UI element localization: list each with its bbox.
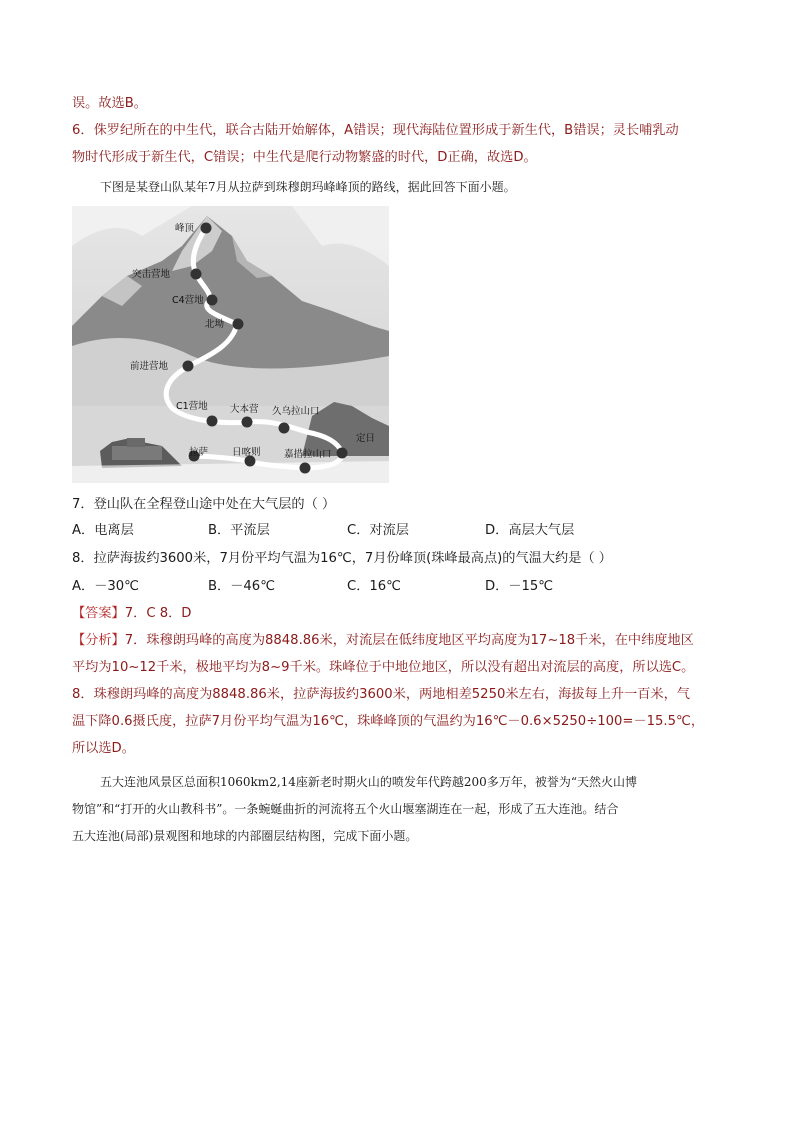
q7-option-b: B．平流层 — [208, 523, 270, 538]
analysis-line3: 8．珠穆朗玛峰的高度为8848.86米，拉萨海拔约3600米，两地相差5250米左右，海拔每上升一百米，气 — [72, 687, 690, 702]
q8-option-d: D．－15℃ — [485, 579, 554, 594]
q7-stem: 7．登山队在全程登山途中处在大气层的（ ） — [72, 497, 336, 512]
q6-explanation-line1: 6．侏罗纪所在的中生代，联合古陆开始解体，A错误；现代海陆位置形成于新生代，B错误；灵长哺乳动 — [72, 123, 679, 138]
answer-text: 7．C 8．D — [124, 606, 192, 621]
point-c4-camp — [207, 295, 218, 306]
point-peak — [201, 223, 212, 234]
q8-stem: 8．拉萨海拔约3600米，7月份平均气温为16℃，7月份峰顶(珠峰最高点)的气温大约是（ ） — [72, 551, 612, 566]
point-jiacuo-pass — [300, 463, 311, 474]
q8-option-a: A．－30℃ — [72, 579, 139, 594]
q7-option-c: C．对流层 — [347, 523, 409, 538]
analysis-line4: 温下降0.6摄氏度，拉萨7月份平均气温为16℃，珠峰峰顶的气温约为16℃－0.6×5250÷100=－15.5℃， — [72, 714, 705, 729]
point-north-col — [233, 319, 244, 330]
label-north-col: 北坳 — [205, 319, 225, 330]
label-advance-camp: 前进营地 — [130, 361, 169, 372]
q8-option-c: C．16℃ — [347, 579, 401, 594]
analysis-tag: 【分析】 — [72, 633, 125, 648]
q6-explanation-line2: 物时代形成于新生代，C错误；中生代是爬行动物繁盛的时代，D正确，故选D。 — [72, 150, 537, 165]
label-assault-camp: 突击营地 — [132, 269, 171, 280]
answer-line — [72, 605, 191, 623]
analysis-line1 — [72, 632, 694, 650]
label-c4-camp: C4营地 — [172, 295, 204, 306]
label-c1-camp: C1营地 — [176, 401, 208, 412]
label-base-camp: 大本营 — [230, 404, 259, 415]
analysis-line2: 平均为10~12千米，极地平均为8~9千米。珠峰位于中地位地区，所以没有超出对流层的高度，所以选C。 — [72, 660, 695, 675]
previous-answer-end: 误。故选B。 — [72, 96, 147, 111]
analysis-line5: 所以选D。 — [72, 741, 135, 756]
passage-line2: 物馆”和“打开的火山教科书”。一条蜿蜒曲折的河流将五个火山堰塞湖连在一起，形成了五大连池。结合 — [72, 802, 619, 816]
climbing-route-map — [72, 206, 389, 483]
point-base-camp — [242, 417, 253, 428]
label-dingri: 定日 — [356, 433, 376, 444]
q8-option-b: B．－46℃ — [208, 579, 276, 594]
map-question-intro: 下图是某登山队某年7月从拉萨到珠穆朗玛峰峰顶的路线，据此回答下面小题。 — [100, 180, 516, 194]
answer-tag: 【答案】 — [72, 606, 125, 621]
passage-line1: 五大连池风景区总面积1060km2,14座新老时期火山的喷发年代跨越200多万年，被誉为“天然火山博 — [100, 775, 637, 789]
point-c1-camp — [207, 416, 218, 427]
label-lhasa: 拉萨 — [189, 447, 209, 458]
point-jiuwula-pass — [279, 423, 290, 434]
point-assault-camp — [191, 269, 202, 280]
label-shigatse: 日喀则 — [232, 447, 261, 458]
label-jiuwula-pass: 久乌拉山口 — [272, 406, 320, 417]
point-dingri — [337, 448, 348, 459]
label-peak: 峰顶 — [175, 223, 195, 234]
q7-option-a: A．电离层 — [72, 523, 134, 538]
passage-line3: 五大连池(局部)景观图和地球的内部圈层结构图，完成下面小题。 — [72, 829, 418, 843]
label-jiacuo-pass: 嘉措拉山口 — [284, 449, 332, 460]
q7-option-d: D．高层大气层 — [485, 523, 575, 538]
point-advance-camp — [183, 361, 194, 372]
analysis-text1: 7．珠穆朗玛峰的高度为8848.86米，对流层在低纬度地区平均高度为17~18千米，在中纬度地区 — [124, 633, 694, 648]
